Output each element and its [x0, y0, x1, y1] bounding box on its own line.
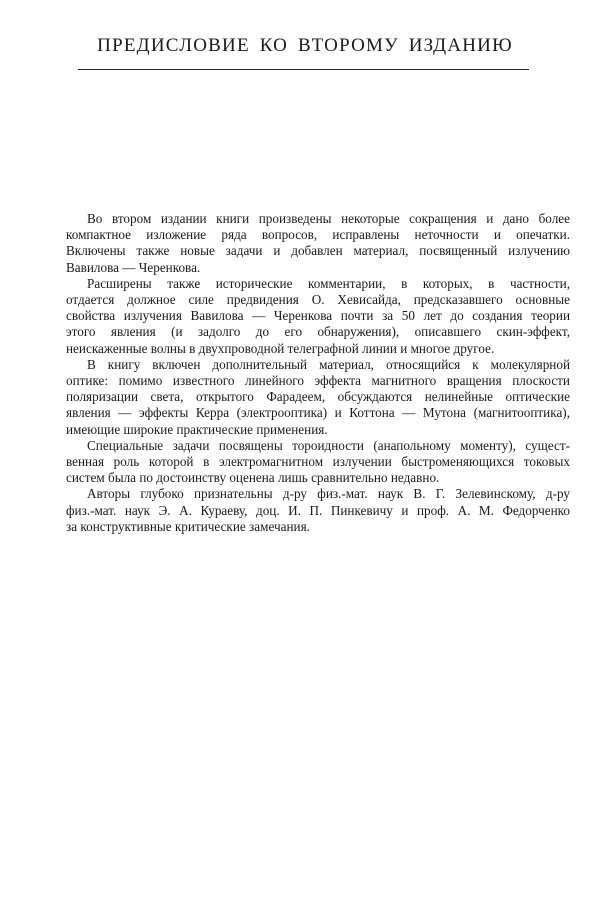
text-line: физ.-мат. наук Э. А. Кураеву, доц. И. П. Пинкевичу и проф. А. М. Федорченко [66, 502, 570, 518]
text-line: Авторы глубоко признательны д-ру физ.-мат. наук В. Г. Зелевинскому, д-ру [87, 486, 570, 502]
text-line: явления — эффекты Керра (электрооптика) и Коттона — Мутона (магнитооптика), [66, 405, 570, 421]
text-line: компактное изложение ряда вопросов, исправлены неточности и опечатки. [66, 227, 570, 243]
text-line: В книгу включен дополнительный материал, относящийся к молекулярной [87, 356, 570, 372]
title-underline [78, 69, 529, 70]
text-line: за конструктивные критические замечания. [66, 518, 310, 534]
paragraph-4 [66, 438, 570, 487]
paragraph-2 [66, 276, 570, 357]
text-line: имеющие широкие практические применения. [66, 421, 328, 437]
text-line: этого явления (и задолго до его обнаружения), описавшего скин-эффект, [66, 324, 570, 340]
paragraph-1 [66, 211, 570, 276]
text-line: Специальные задачи посвящены тороидности (анапольному моменту), сущест- [87, 437, 570, 453]
text-line: Во втором издании книги произведены некоторые сокращения и дано более [87, 211, 570, 226]
text-line: систем была по достоинству оценена лишь сравнительно недавно. [66, 470, 440, 486]
paragraph-3 [66, 357, 570, 438]
text-line: Расширены также исторические комментарии, в которых, в частности, [87, 275, 570, 291]
text-line: Вавилова — Черенкова. [66, 259, 201, 275]
text-line: венная роль которой в электромагнитном излучении быстроменяющихся токовых [66, 454, 570, 470]
text-line: свойства излучения Вавилова — Черенкова почти за 50 лет до создания теории [66, 308, 570, 324]
text-line: оптике: помимо известного линейного эффекта магнитного вращения плоскости [66, 373, 570, 389]
preface-body [66, 211, 570, 535]
text-line: поляризации света, открытого Фарадеем, обсуждаются нелинейные оптические [66, 389, 570, 405]
text-line: отдается должное силе предвидения О. Хевисайда, предсказавшего основные [66, 292, 570, 308]
paragraph-5 [66, 486, 570, 535]
text-line: Включены также новые задачи и добавлен материал, посвященный излучению [66, 243, 570, 259]
text-line: неискаженные волны в двухпроводной телеграфной линии и многое другое. [66, 340, 495, 356]
page-title: ПРЕДИСЛОВИЕ КО ВТОРОМУ ИЗДАНИЮ [97, 35, 513, 56]
